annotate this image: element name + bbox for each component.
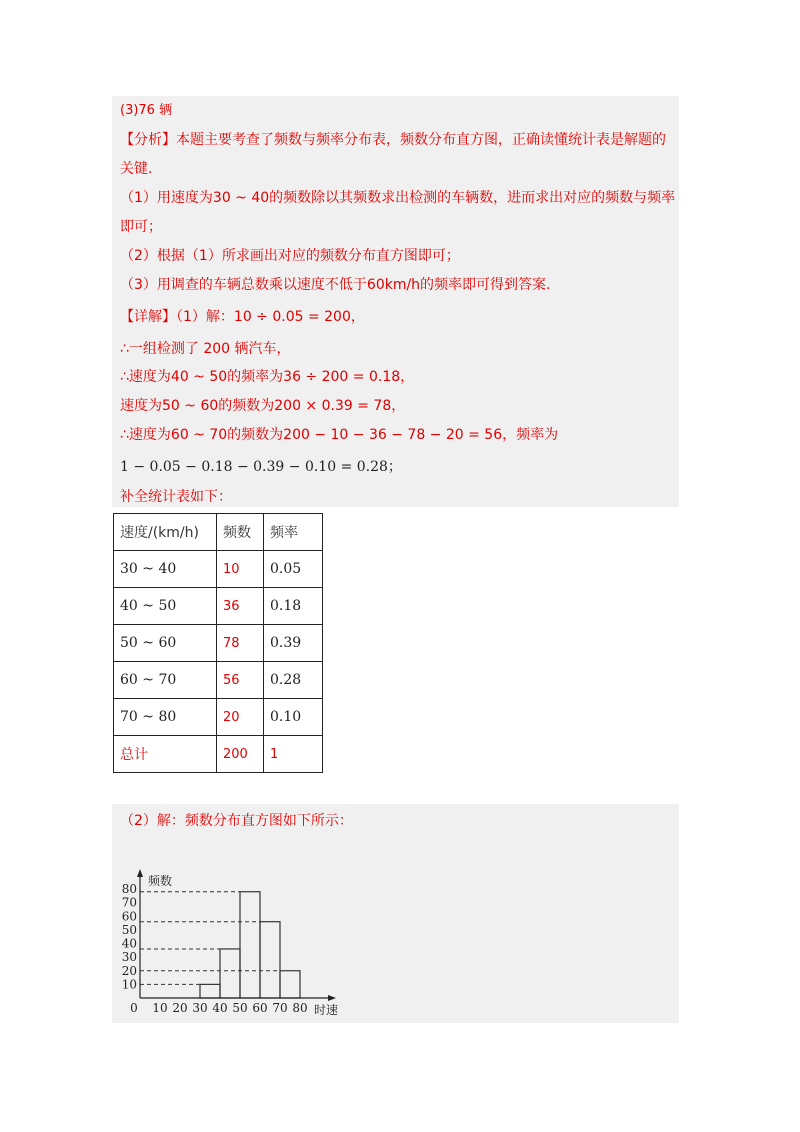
detail-line-5: ∴速度为60 ~ 70的频数为200 − 10 − 36 − 78 − 20 = 56，频率为	[120, 427, 559, 443]
cell-count: 36	[217, 588, 264, 625]
x-tick-label: 60	[252, 1001, 268, 1015]
cell-total-count: 200	[217, 736, 264, 773]
cell-range: 50 ~ 60	[114, 625, 217, 662]
cell-rate: 0.28	[264, 662, 323, 699]
histogram-bar	[200, 984, 220, 998]
cell-count: 10	[217, 551, 264, 588]
y-tick-label: 20	[121, 963, 137, 978]
x-tick-label: 20	[172, 1001, 188, 1015]
step3-line: （3）用调查的车辆总数乘以速度不低于60km/h的频率即可得到答案.	[120, 277, 551, 293]
x-tick-label: 80	[292, 1001, 308, 1015]
analysis-line-2: 关键.	[120, 161, 153, 177]
cell-rate: 0.18	[264, 588, 323, 625]
y-axis-label: 频数	[148, 874, 173, 888]
analysis-line-1: 【分析】本题主要考查了频数与频率分布表，频数分布直方图，正确读懂统计表是解题的	[120, 132, 666, 148]
header-rate: 频率	[264, 514, 323, 551]
step1-line-2: 即可；	[120, 219, 162, 235]
histogram-bar	[220, 949, 240, 998]
y-tick-label: 60	[121, 909, 137, 924]
table-header-row	[114, 514, 323, 551]
detail-line-1: 【详解】（1）解：10 ÷ 0.05 = 200，	[120, 309, 365, 325]
x-axis-label: 时速	[314, 1003, 339, 1017]
x-tick-label: 10	[152, 1001, 168, 1015]
x-tick-label: 40	[212, 1001, 228, 1015]
y-tick-label: 50	[121, 922, 137, 937]
answer-3: (3)76 辆	[120, 103, 173, 118]
cell-count: 20	[217, 699, 264, 736]
step1-line-1: （1）用速度为30 ~ 40的频数除以其频数求出检测的车辆数，进而求出对应的频数与频率	[120, 190, 676, 206]
step2-line: （2）根据（1）所求画出对应的频数分布直方图即可；	[120, 248, 460, 264]
detail-line-4: 速度为50 ~ 60的频数为200 × 0.39 = 78，	[120, 398, 406, 414]
table-row	[114, 588, 323, 625]
cell-count: 56	[217, 662, 264, 699]
y-axis-arrow-icon	[137, 869, 143, 877]
histogram-chart	[112, 830, 672, 1020]
x-tick-label: 50	[232, 1001, 248, 1015]
table-intro: 补全统计表如下：	[120, 489, 232, 505]
cell-rate: 0.39	[264, 625, 323, 662]
y-tick-label: 80	[121, 882, 137, 896]
header-frequency: 频数	[217, 514, 264, 551]
histogram-bar	[240, 892, 260, 998]
cell-range: 30 ~ 40	[114, 551, 217, 588]
histogram-caption: （2）解：频数分布直方图如下所示：	[120, 813, 353, 829]
y-tick-label: 40	[121, 936, 137, 951]
table-row	[114, 625, 323, 662]
cell-total-rate: 1	[264, 736, 323, 773]
x-tick-label: 30	[192, 1001, 208, 1015]
table-row	[114, 699, 323, 736]
detail-line-2: ∴一组检测了 200 辆汽车，	[120, 341, 291, 357]
cell-total-label: 总计	[114, 736, 217, 773]
header-speed: 速度/(km/h)	[114, 514, 217, 551]
y-tick-label: 70	[121, 895, 137, 910]
table-total-row	[114, 736, 323, 773]
x-tick-label: 70	[272, 1001, 288, 1015]
detail-line-6: 1 − 0.05 − 0.18 − 0.39 − 0.10 = 0.28；	[120, 459, 402, 475]
detail-line-3: ∴速度为40 ~ 50的频率为36 ÷ 200 = 0.18，	[120, 369, 415, 385]
table-row	[114, 662, 323, 699]
table-row	[114, 551, 323, 588]
x-axis-arrow-icon	[328, 995, 336, 1001]
x-tick-label: 0	[130, 1001, 138, 1015]
y-tick-label: 10	[121, 977, 137, 992]
histogram-bar	[280, 971, 300, 998]
cell-range: 70 ~ 80	[114, 699, 217, 736]
frequency-table	[113, 513, 323, 773]
histogram-bar	[260, 922, 280, 998]
cell-count: 78	[217, 625, 264, 662]
y-tick-label: 30	[121, 950, 137, 965]
cell-range: 40 ~ 50	[114, 588, 217, 625]
cell-rate: 0.05	[264, 551, 323, 588]
cell-range: 60 ~ 70	[114, 662, 217, 699]
cell-rate: 0.10	[264, 699, 323, 736]
analysis-block	[112, 96, 679, 507]
